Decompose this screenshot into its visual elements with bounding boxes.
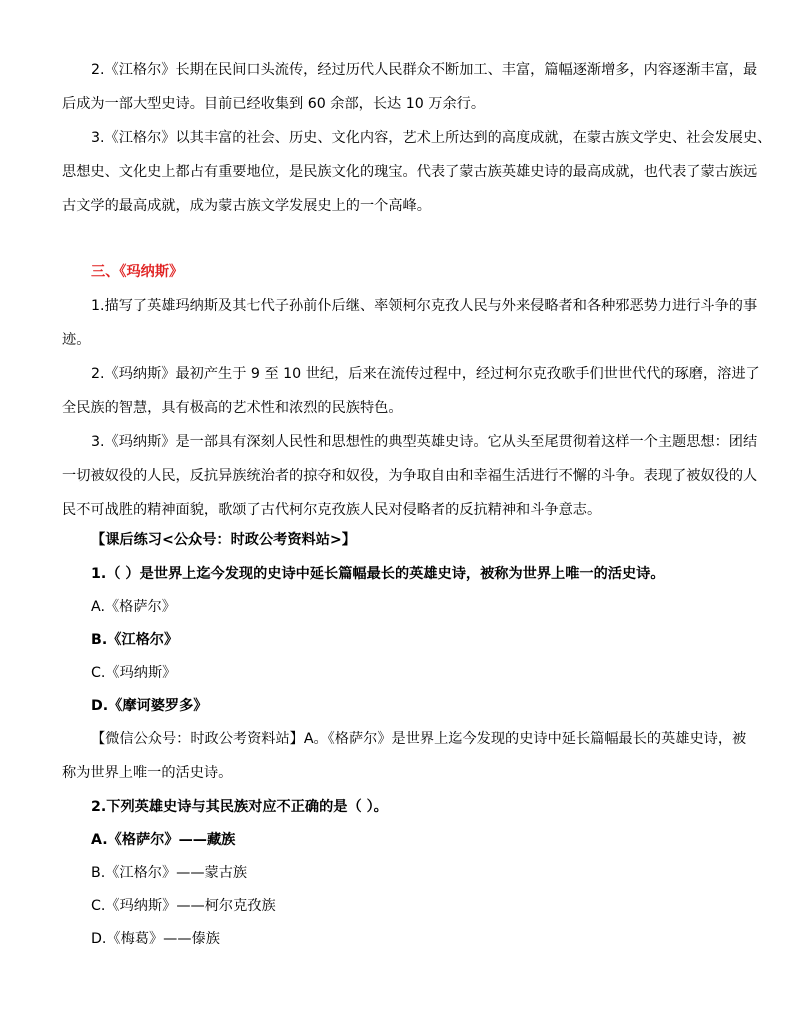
question-2: 2.下列英雄史诗与其民族对应不正确的是（ ）。 — [91, 799, 388, 815]
paragraph-line: 一切被奴役的人民，反抗异族统治者的掠夺和奴役，为争取自由和幸福生活进行不懈的斗争。表现了被奴役的人 — [62, 468, 758, 484]
paragraph-line: 3.《玛纳斯》是一部具有深刻人民性和思想性的典型英雄史诗。它从头至尾贯彻着这样一个主题思想：团结 — [91, 434, 758, 450]
question-1: 1.（ ）是世界上迄今发现的史诗中延长篇幅最长的英雄史诗，被称为世界上唯一的活史诗。 — [91, 566, 665, 582]
answer-explanation: 【微信公众号：时政公考资料站】A。《格萨尔》是世界上迄今发现的史诗中延长篇幅最长的英雄史诗，被 — [91, 731, 747, 747]
option-d: D.《梅葛》——傣族 — [91, 931, 220, 947]
paragraph-line: 古文学的最高成就，成为蒙古族文学发展史上的一个高峰。 — [62, 198, 431, 214]
paragraph-line: 迹。 — [62, 332, 91, 348]
option-d: D.《摩诃婆罗多》 — [91, 698, 208, 714]
option-c: C.《玛纳斯》——柯尔克孜族 — [91, 898, 276, 914]
paragraph-line: 3.《江格尔》以其丰富的社会、历史、文化内容，艺术上所达到的高度成就，在蒙古族文学史、社会发展史、 — [91, 130, 772, 146]
exercise-heading: 【课后练习<公众号：时政公考资料站>】 — [91, 532, 356, 548]
paragraph-line: 民不可战胜的精神面貌，歌颂了古代柯尔克孜族人民对侵略者的反抗精神和斗争意志。 — [62, 502, 602, 518]
answer-explanation: 称为世界上唯一的活史诗。 — [62, 765, 233, 781]
paragraph-line: 后成为一部大型史诗。目前已经收集到 60 余部，长达 10 万余行。 — [62, 96, 486, 112]
paragraph-line: 1.描写了英雄玛纳斯及其七代子孙前仆后继、率领柯尔克孜人民与外来侵略者和各种邪恶势力进行斗争的事 — [91, 298, 758, 314]
paragraph-line: 思想史、文化史上都占有重要地位，是民族文化的瑰宝。代表了蒙古族英雄史诗的最高成就，也代表了蒙古族远 — [62, 164, 758, 180]
option-a: A.《格萨尔》 — [91, 599, 176, 615]
paragraph-line: 全民族的智慧，具有极高的艺术性和浓烈的民族特色。 — [62, 400, 403, 416]
option-c: C.《玛纳斯》 — [91, 665, 177, 681]
option-b: B.《江格尔》——蒙古族 — [91, 865, 248, 881]
paragraph-line: 2.《玛纳斯》最初产生于 9 至 10 世纪，后来在流传过程中，经过柯尔克孜歌手们世世代代的琢磨，溶进了 — [91, 366, 760, 382]
section-heading: 三、《玛纳斯》 — [91, 264, 184, 280]
option-a: A.《格萨尔》——藏族 — [91, 832, 236, 848]
option-b: B.《江格尔》 — [91, 632, 179, 648]
paragraph-line: 2.《江格尔》长期在民间口头流传，经过历代人民群众不断加工、丰富，篇幅逐渐增多，内容逐渐丰富，最 — [91, 62, 758, 78]
